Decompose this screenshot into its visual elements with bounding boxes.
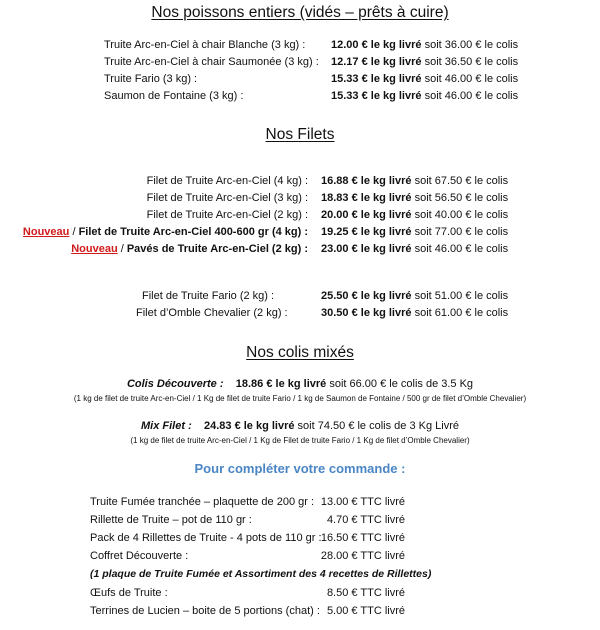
mixed-row: Colis Découverte : 18.86 € le kg livré soit 66.00 € le colis de 3.5 Kg — [126, 378, 474, 390]
mixed-name: Mix Filet : — [141, 420, 192, 432]
section-title-whole: Nos poissons entiers (vidés – prêts à cuire) — [151, 4, 449, 21]
mixed-row: Mix Filet : 24.83 € le kg livré soit 74.50 € le colis de 3 Kg Livré — [141, 420, 459, 432]
product-price: 30.50 € le kg livré soit 61.00 € le colis — [321, 307, 509, 319]
product-label: Truite Arc-en-Ciel à chair Blanche (3 kg) : — [104, 39, 306, 51]
section-title-filets: Nos Filets — [265, 126, 335, 143]
product-price: 15.33 € le kg livré soit 46.00 € le colis — [331, 90, 519, 102]
product-label: Truite Fario (3 kg) : — [104, 73, 198, 85]
product-label: Filet de Truite Arc-en-Ciel (4 kg) : — [146, 175, 308, 187]
extra-label: Rillette de Truite – pot de 110 gr : — [90, 514, 252, 526]
product-label: Filet de Truite Arc-en-Ciel (3 kg) : — [146, 192, 308, 204]
product-price: 23.00 € le kg livré soit 46.00 € le colis — [321, 243, 509, 255]
extra-label: Œufs de Truite : — [90, 587, 168, 599]
product-label: Truite Arc-en-Ciel à chair Saumonée (3 kg) : — [104, 56, 319, 68]
product-price: 15.33 € le kg livré soit 46.00 € le colis — [331, 73, 519, 85]
product-label: Saumon de Fontaine (3 kg) : — [104, 90, 244, 102]
mixed-price: 18.86 € le kg livré — [235, 378, 327, 390]
mixed-name: Colis Découverte : — [126, 378, 224, 390]
extra-price: 8.50 € TTC livré — [326, 587, 405, 599]
extra-price: 28.00 € TTC livré — [320, 550, 405, 562]
product-price: 16.88 € le kg livré soit 67.50 € le colis — [321, 175, 509, 187]
extra-price: 5.00 € TTC livré — [326, 605, 405, 617]
new-badge: Nouveau — [22, 226, 70, 238]
mixed-note: (1 kg de filet de truite Arc-en-Ciel / 1 Kg de filet de truite Fario / 1 kg de Saumon de Fontaine / 500 gr de filet d’Omble Chevalier) — [73, 394, 527, 403]
product-price: 19.25 € le kg livré soit 77.00 € le colis — [321, 226, 509, 238]
product-label: Nouveau / Filet de Truite Arc-en-Ciel 400-600 gr (4 kg) : — [22, 226, 308, 238]
extra-label: Pack de 4 Rillettes de Truite - 4 pots de 110 gr : — [90, 532, 322, 544]
product-label: Filet d’Omble Chevalier (2 kg) : — [136, 307, 288, 319]
product-price: 20.00 € le kg livré soit 40.00 € le colis — [321, 209, 509, 221]
product-label: Filet de Truite Arc-en-Ciel (2 kg) : — [146, 209, 308, 221]
mixed-price: 24.83 € le kg livré — [203, 420, 295, 432]
extra-label: Coffret Découverte : — [90, 550, 189, 562]
extra-label: Truite Fumée tranchée – plaquette de 200 gr : — [90, 496, 315, 508]
extra-price: 13.00 € TTC livré — [320, 496, 405, 508]
mixed-note: (1 kg de filet de truite Arc-en-Ciel / 1 Kg de Filet de truite Fario / 1 Kg de filet d’Omble Chevalier) — [130, 436, 470, 445]
extra-price: 4.70 € TTC livré — [326, 514, 405, 526]
product-price: 12.00 € le kg livré soit 36.00 € le colis — [331, 39, 519, 51]
section-title-extras: Pour compléter votre commande : — [194, 461, 406, 476]
extra-label: Terrines de Lucien – boite de 5 portions (chat) : — [90, 605, 320, 617]
extra-price: 16.50 € TTC livré — [320, 532, 405, 544]
product-label: Nouveau / Pavés de Truite Arc-en-Ciel (2 kg) : — [71, 243, 308, 255]
product-price: 18.83 € le kg livré soit 56.50 € le colis — [321, 192, 509, 204]
product-label: Filet de Truite Fario (2 kg) : — [142, 290, 275, 302]
product-price: 25.50 € le kg livré soit 51.00 € le colis — [321, 290, 509, 302]
section-title-mixed: Nos colis mixés — [246, 344, 354, 361]
new-badge: Nouveau — [71, 243, 118, 255]
product-price: 12.17 € le kg livré soit 36.50 € le colis — [331, 56, 519, 68]
coffret-note: (1 plaque de Truite Fumée et Assortiment des 4 recettes de Rillettes) — [90, 568, 432, 580]
